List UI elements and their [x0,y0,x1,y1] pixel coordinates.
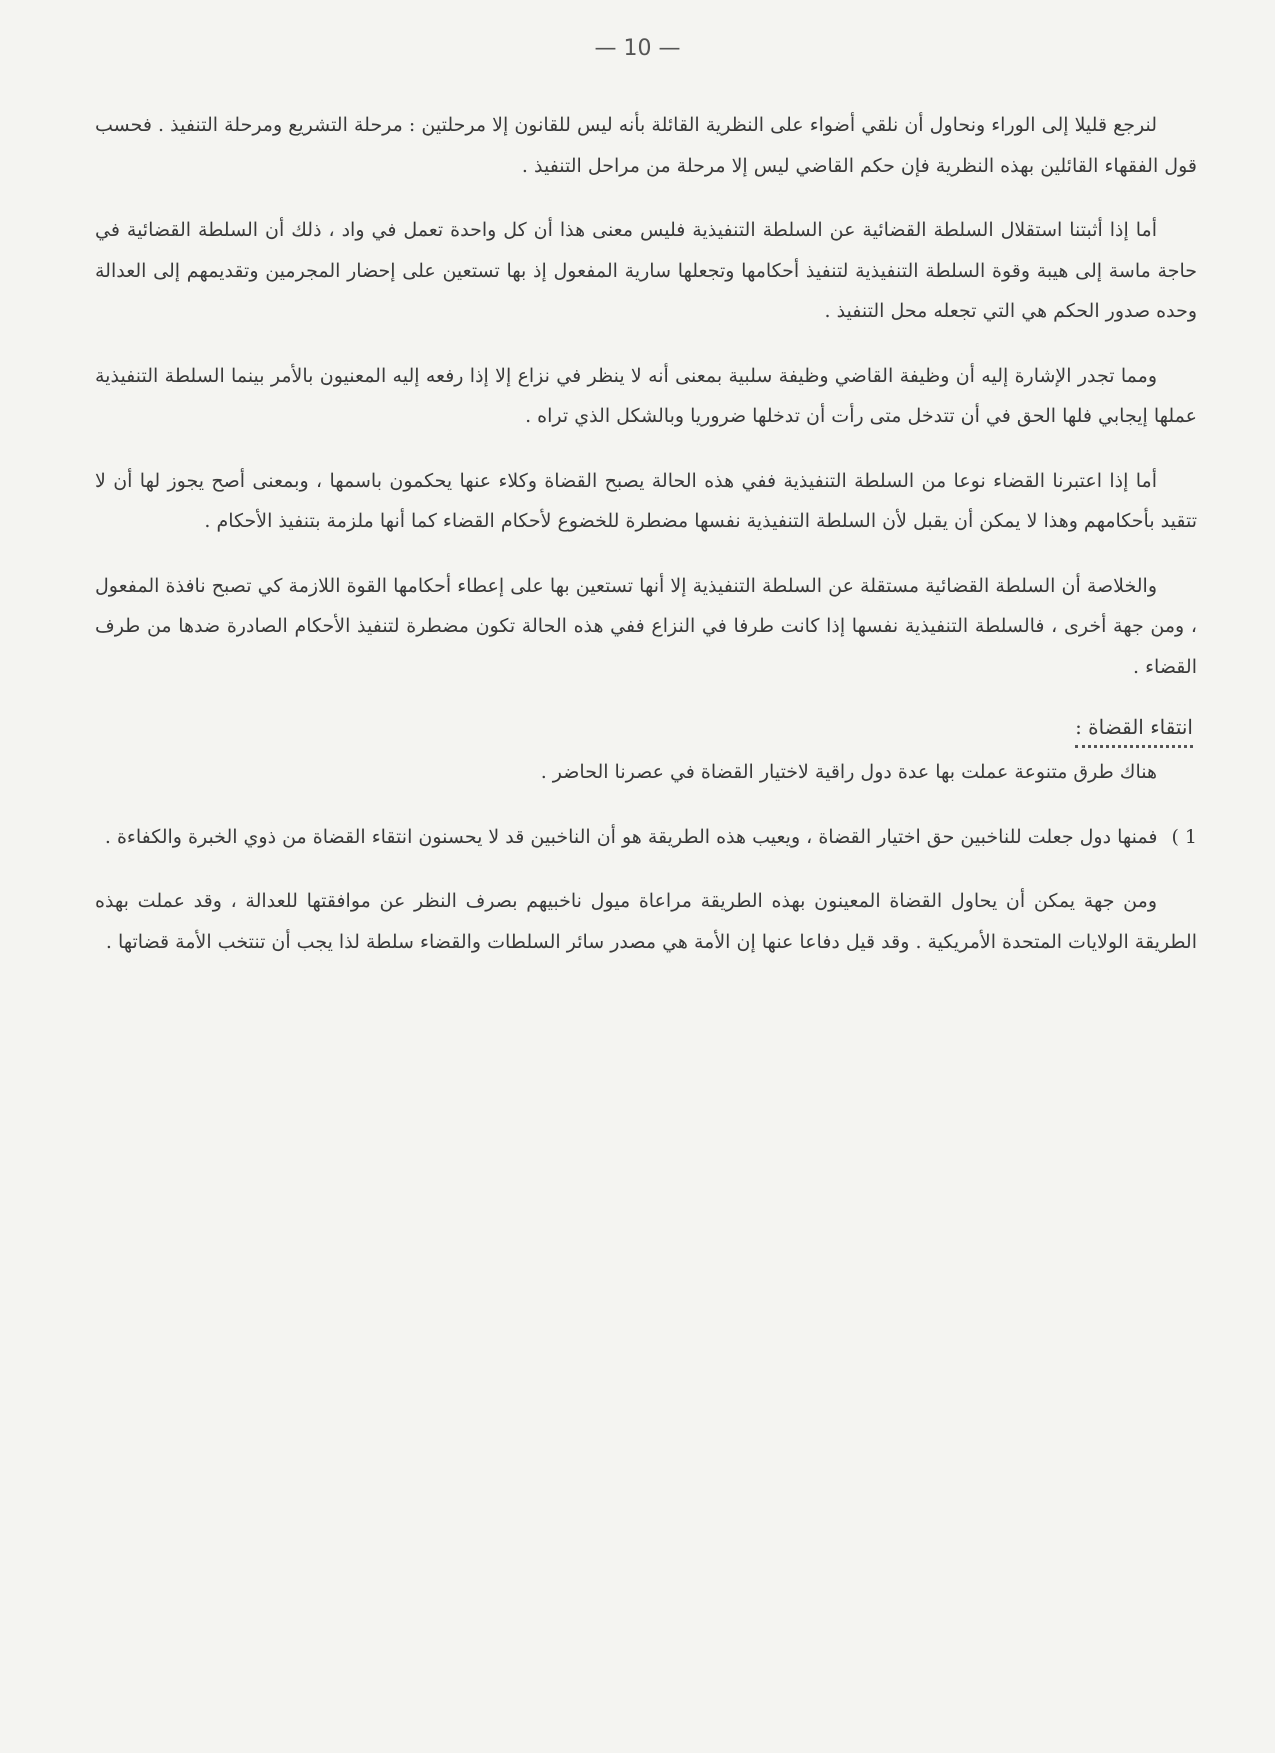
paragraph-3: ومما تجدر الإشارة إليه أن وظيفة القاضي وظيفة سلبية بمعنى أنه لا ينظر في نزاع إلا إذا رفعه إليه المعنيون بالأمر بينما السلطة التنفيذية عملها إيجابي فلها الحق في أن تتدخل متى رأت أن تدخلها ضروريا وبالشكل الذي تراه . [95,364,1197,427]
list-item-number: 1 ) [1171,825,1197,848]
list-item-text: فمنها دول جعلت للناخبين حق اختيار القضاة ، ويعيب هذه الطريقة هو أن الناخبين قد لا يحسنون انتقاء القضاة من ذوي الخبرة والكفاءة . [104,825,1158,848]
page-number: — 10 — [594,36,681,61]
paragraph-2: أما إذا أثبتنا استقلال السلطة القضائية عن السلطة التنفيذية فليس معنى هذا أن كل واحدة تعمل في واد ، ذلك أن السلطة القضائية في حاجة ماسة إلى هيبة وقوة السلطة التنفيذية لتنفيذ أحكامها وتجعلها سارية المفعول إذ بها تستعين على إحضار المجرمين وتقديمهم إلى العدالة وحده صدور الحكم هي التي تجعله محل التنفيذ . [95,219,1197,322]
section-intro: هناك طرق متنوعة عملت بها عدة دول راقية لاختيار القضاة في عصرنا الحاضر . [540,761,1157,783]
closing-paragraph: ومن جهة يمكن أن يحاول القضاة المعينون بهذه الطريقة مراعاة ميول ناخبيهم بصرف النظر عن موافقتها للعدالة ، وقد عملت بهذه الطريقة الولايات المتحدة الأمريكية . وقد قيل دفاعا عنها إن الأمة هي مصدر سائر السلطات والقضاء سلطة لذا يجب أن تنتخب الأمة قضاتها . [95,890,1197,953]
document-body [95,105,1197,986]
list-item [95,817,1197,858]
section-heading: انتقاء القضاة : [1075,711,1193,748]
paragraph-1: لنرجع قليلا إلى الوراء ونحاول أن نلقي أضواء على النظرية القائلة بأنه ليس للقانون إلا مرحلتين : مرحلة التشريع ومرحلة التنفيذ . فحسب قول الفقهاء القائلين بهذه النظرية فإن حكم القاضي ليس إلا مرحلة من مراحل التنفيذ . [95,114,1197,177]
paragraph-4: أما إذا اعتبرنا القضاء نوعا من السلطة التنفيذية ففي هذه الحالة يصبح القضاة وكلاء عنها يحكمون باسمها ، وبمعنى أصح يجوز لها أن لا تتقيد بأحكامهم وهذا لا يمكن أن يقبل لأن السلطة التنفيذية نفسها مضطرة للخضوع لأحكام القضاء كما أنها ملزمة بتنفيذ الأحكام . [95,469,1197,532]
paragraph-5: والخلاصة أن السلطة القضائية مستقلة عن السلطة التنفيذية إلا أنها تستعين بها على إعطاء أحكامها القوة اللازمة كي تصبح نافذة المفعول ، ومن جهة أخرى ، فالسلطة التنفيذية نفسها إذا كانت طرفا في النزاع ففي هذه الحالة تكون مضطرة لتنفيذ الأحكام الصادرة ضدها من طرف القضاء . [95,574,1197,678]
section-heading-wrap [95,711,1197,752]
